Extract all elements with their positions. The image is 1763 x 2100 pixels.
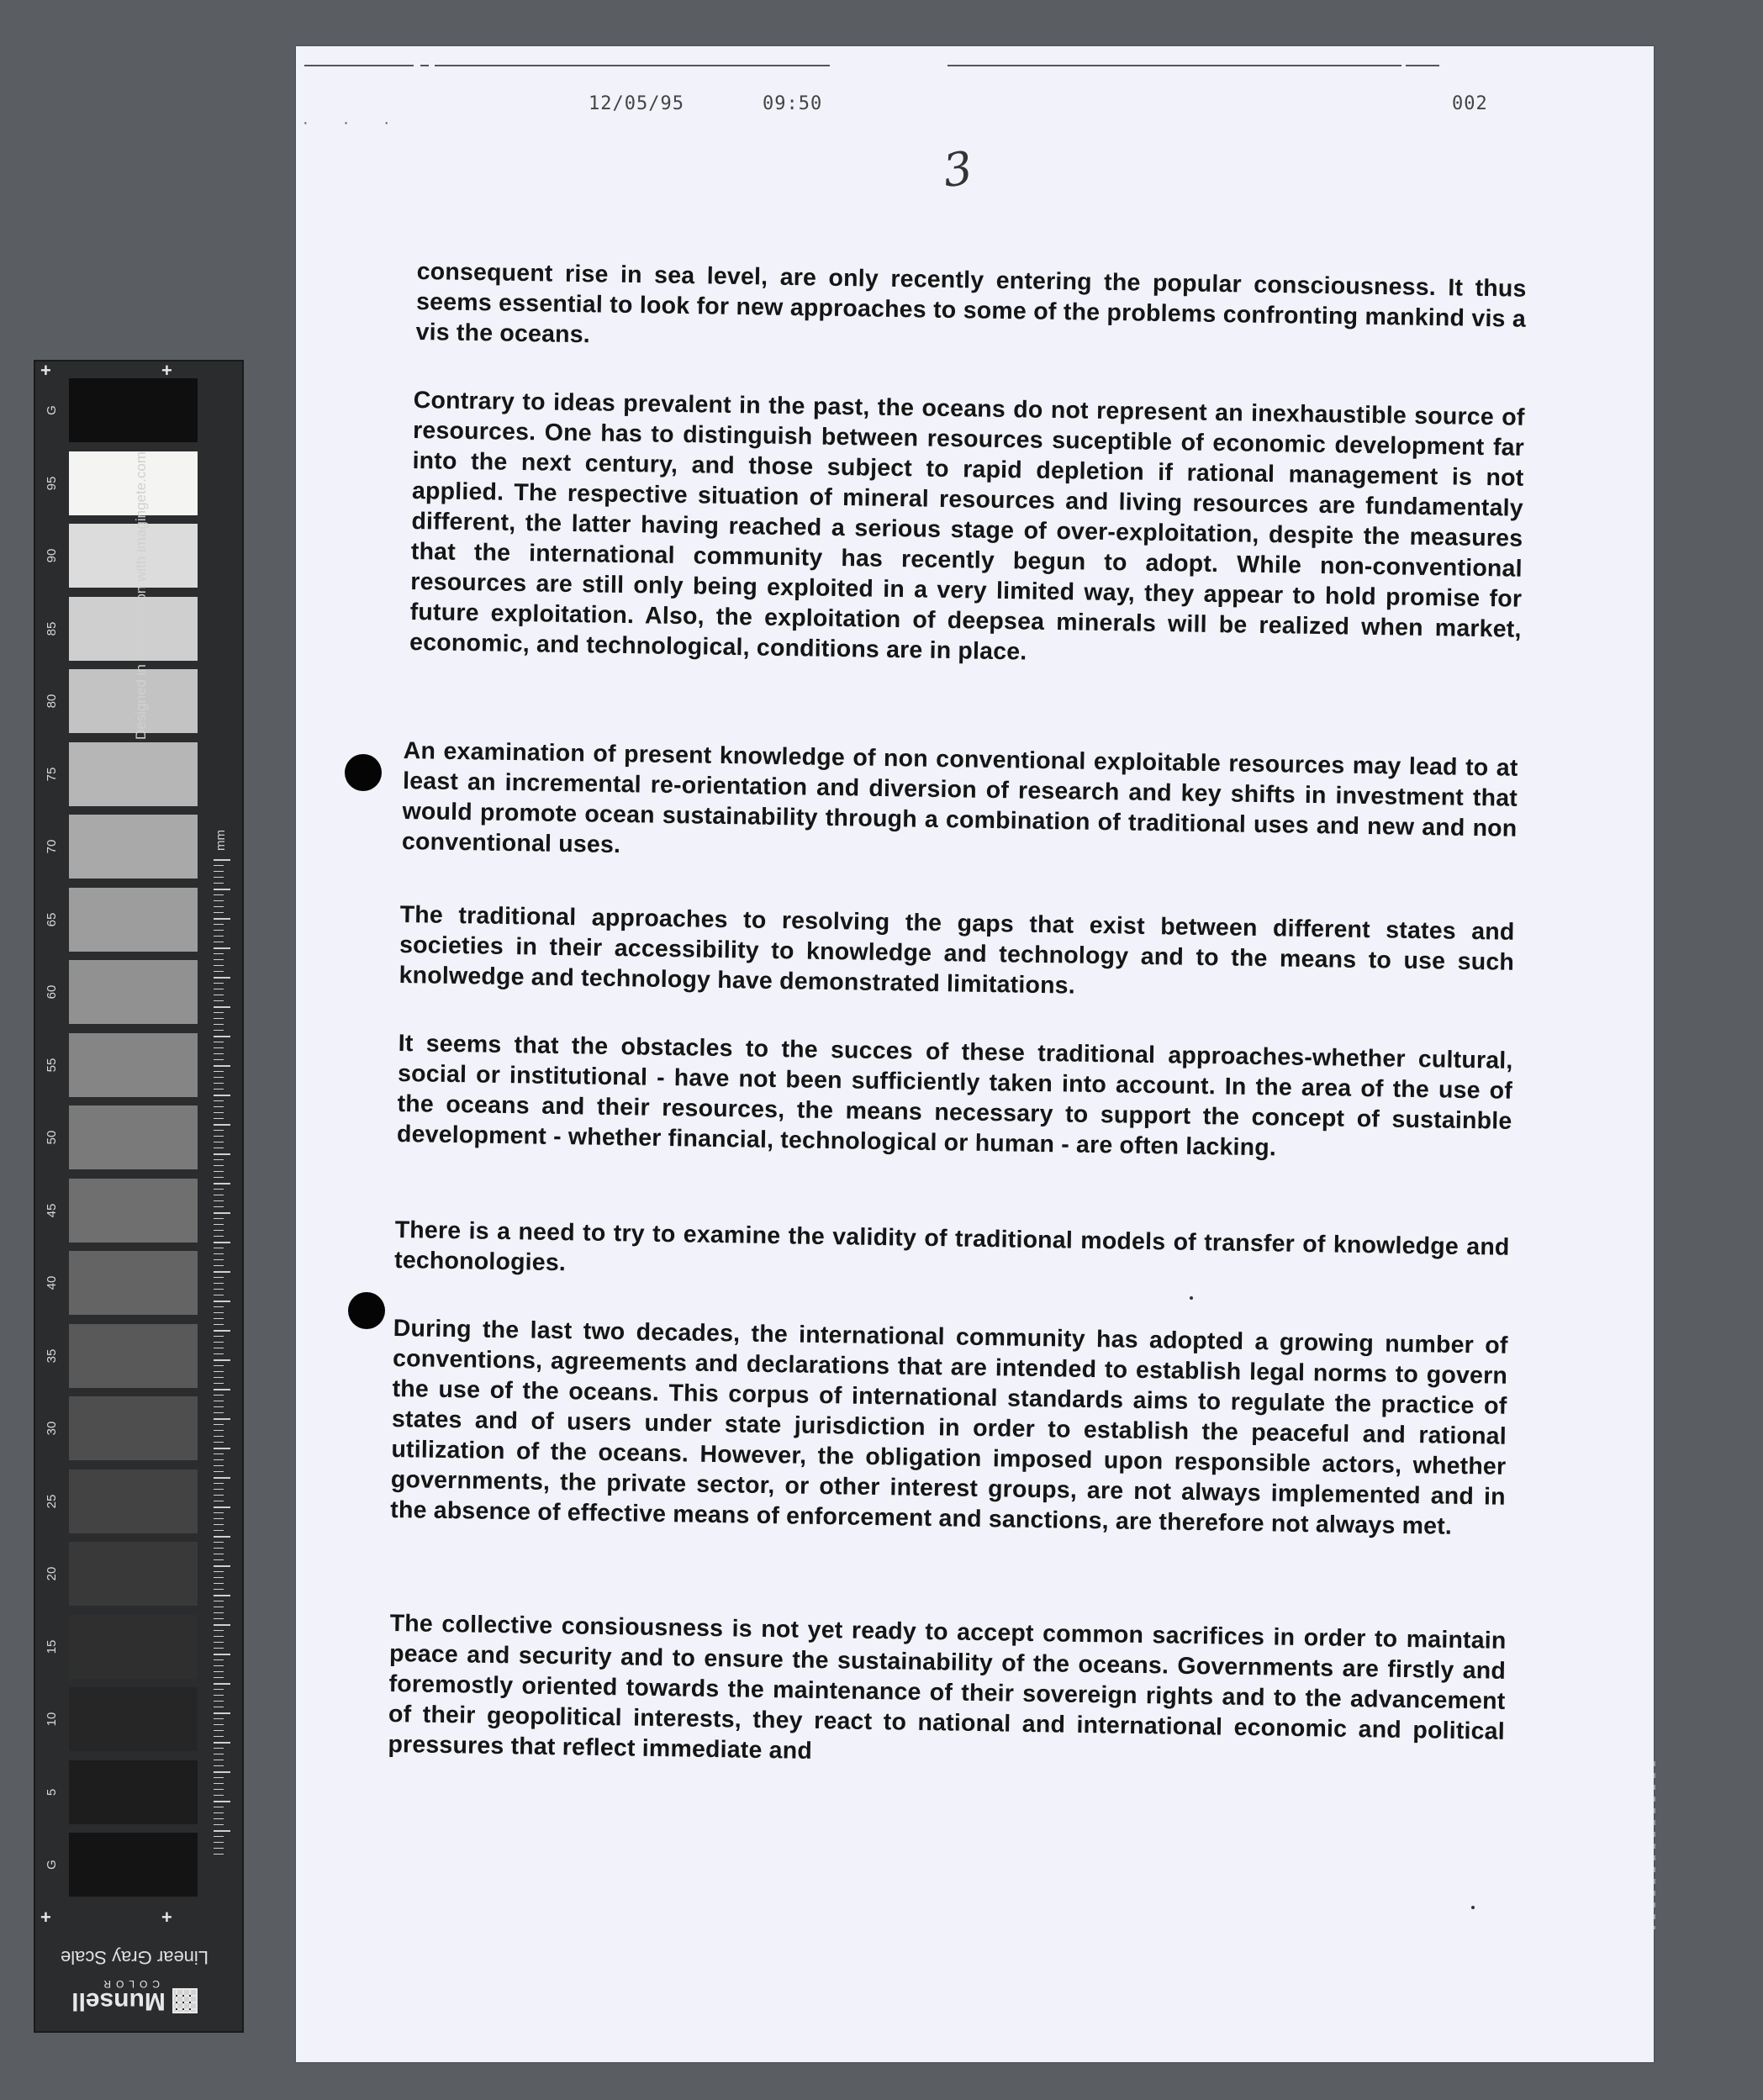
fax-top-rule	[420, 65, 429, 66]
gray-swatch-label: 60	[45, 984, 59, 1000]
gray-swatch	[69, 1033, 198, 1097]
scale-credit-text: Designed in cooperation with imagingete.com	[133, 451, 149, 740]
gray-swatch	[69, 742, 198, 806]
gray-swatch	[69, 1469, 198, 1533]
gray-swatch	[69, 1760, 198, 1824]
punch-hole	[345, 754, 382, 791]
gray-swatch-label: 80	[45, 694, 59, 709]
gray-swatch-label: 75	[45, 767, 59, 781]
fax-page-number: 002	[1452, 93, 1488, 114]
gray-swatch	[69, 1615, 198, 1679]
paragraph: consequent rise in sea level, are only recently entering the popular consciousness. It thus seems essential to look for new approaches to some of the problems confronting mankind vis a vis the oceans.	[415, 257, 1527, 349]
gray-swatch-label: G	[45, 1860, 59, 1870]
gray-swatch-label: 95	[45, 476, 59, 490]
paragraph: Contrary to ideas prevalent in the past, the oceans do not represent an inexhaustible source of resources. One has to distinguish between resources suceptible of economic development far into the next century, and those subject to rapid depletion if rational management is not applied. The respective situation of mineral resources and living resources are fundamentaly different, the latter having reached a serious stage of over-exploitation, despite the measures that the international community has recently begun to adopt. While non-conventional resources are still only being exploited in a very limited way, they appear to hold promise for future exploitation. Also, the exploitation of deepsea minerals will be realized when market, economic, and technological, conditions are in place.	[409, 386, 1525, 666]
gray-swatch	[69, 960, 198, 1024]
gray-swatch-label: 85	[45, 621, 59, 636]
gray-swatch	[69, 815, 198, 879]
registration-mark: +	[40, 360, 51, 381]
gray-swatch-label: 25	[45, 1494, 59, 1508]
paragraph: The collective consiousness is not yet ready to accept common sacrifices in order to maintain peace and security and to ensure the sustainability of the oceans. Governments are firstly and foremostly oriented towards the maintenance of their sovereign rights and to the advancement of their geopolitical interests, they react to national and international economic and political pressures that reflect immediate and	[388, 1609, 1507, 1765]
gray-swatch-label: 55	[45, 1058, 59, 1072]
gray-swatch	[69, 1179, 198, 1243]
fax-date: 12/05/95	[589, 93, 684, 114]
fax-top-rule	[1406, 65, 1439, 66]
gray-swatch	[69, 1687, 198, 1751]
registration-mark: +	[40, 1907, 51, 1928]
gray-swatch-label: 10	[45, 1712, 59, 1727]
gray-swatch-label: 40	[45, 1275, 59, 1290]
scale-unit-label: mm	[214, 830, 228, 851]
gray-swatch	[69, 1833, 198, 1897]
document-page	[296, 46, 1654, 2062]
gray-swatch-label: 35	[45, 1348, 59, 1363]
speck-mark	[1190, 1296, 1193, 1300]
paragraph: During the last two decades, the international community has adopted a growing number of conventions, agreements and declarations that are intended to establish legal norms to govern the use of the oceans. This corpus of international standards aims to regulate the practice of states and of users under state jurisdiction in order to establish the peaceful and rational utilization of the oceans. However, the obligation imposed upon responsible actors, whether governments, the private sector, or other interest groups, are not always implemented and in the absence of effective means of enforcement and sanctions, are therefore not always met.	[390, 1314, 1508, 1540]
registration-mark: +	[161, 360, 172, 381]
paragraph: The traditional approaches to resolving the gaps that exist between different states and societies in their accessibility to knowledge and technology and to the means to use such knolwedge and technology have demonstrated limitations.	[399, 900, 1515, 1000]
gray-swatch-label: 30	[45, 1421, 59, 1436]
scale-title: Linear Gray Scale	[60, 1947, 209, 1968]
gray-swatch	[69, 1251, 198, 1315]
gray-swatch-label: 45	[45, 1203, 59, 1217]
gray-swatch-label: 5	[45, 1788, 59, 1796]
gray-swatch	[69, 1324, 198, 1388]
speck-mark	[1471, 1906, 1475, 1909]
fax-top-rule	[947, 65, 1401, 66]
scale-ruler	[214, 859, 239, 1860]
gray-swatch	[69, 1105, 198, 1169]
paragraph: There is a need to try to examine the validity of traditional models of transfer of knowledge and techonologies.	[393, 1216, 1510, 1277]
fax-top-rule	[304, 65, 414, 66]
gray-swatch	[69, 1542, 198, 1606]
registration-mark: +	[161, 1907, 172, 1928]
fax-top-rule	[435, 65, 830, 66]
handwritten-page-number: 3	[939, 140, 976, 198]
scan-edge-mark	[1654, 1761, 1655, 1929]
paragraph: An examination of present knowledge of non conventional exploitable resources may lead to at least an incremental re-orientation and diversion of research and key shifts in investment that would promote ocean sustainability through a combination of traditional uses and new and non conventional uses.	[401, 736, 1518, 859]
gray-swatch-label: 65	[45, 912, 59, 926]
gray-swatch-label: 15	[45, 1639, 59, 1654]
stray-marks: · · ·	[303, 113, 405, 132]
paragraph: It seems that the obstacles to the succes of these traditional approaches-whether cultural, social or institutional - have not been sufficiently taken into account. In the area of the use of the oceans and their resources, the means necessary to support the concept of sustainble development - whether financial, technological or human - are often lacking.	[396, 1029, 1513, 1162]
fax-time: 09:50	[763, 93, 823, 114]
munsell-brand-name: Munsell	[71, 1987, 166, 2015]
munsell-logo	[50, 1980, 219, 2022]
gray-swatch-label: 70	[45, 839, 59, 854]
gray-swatch-label: 20	[45, 1566, 59, 1581]
gray-swatch-label: 90	[45, 548, 59, 563]
munsell-logo-icon	[172, 1988, 198, 2013]
munsell-brand-sub: COLOR	[98, 1978, 160, 1990]
punch-hole	[348, 1292, 385, 1329]
gray-swatch	[69, 888, 198, 952]
gray-swatch-label: G	[45, 405, 59, 415]
gray-swatch-label: 50	[45, 1130, 59, 1145]
gray-swatch	[69, 1396, 198, 1460]
